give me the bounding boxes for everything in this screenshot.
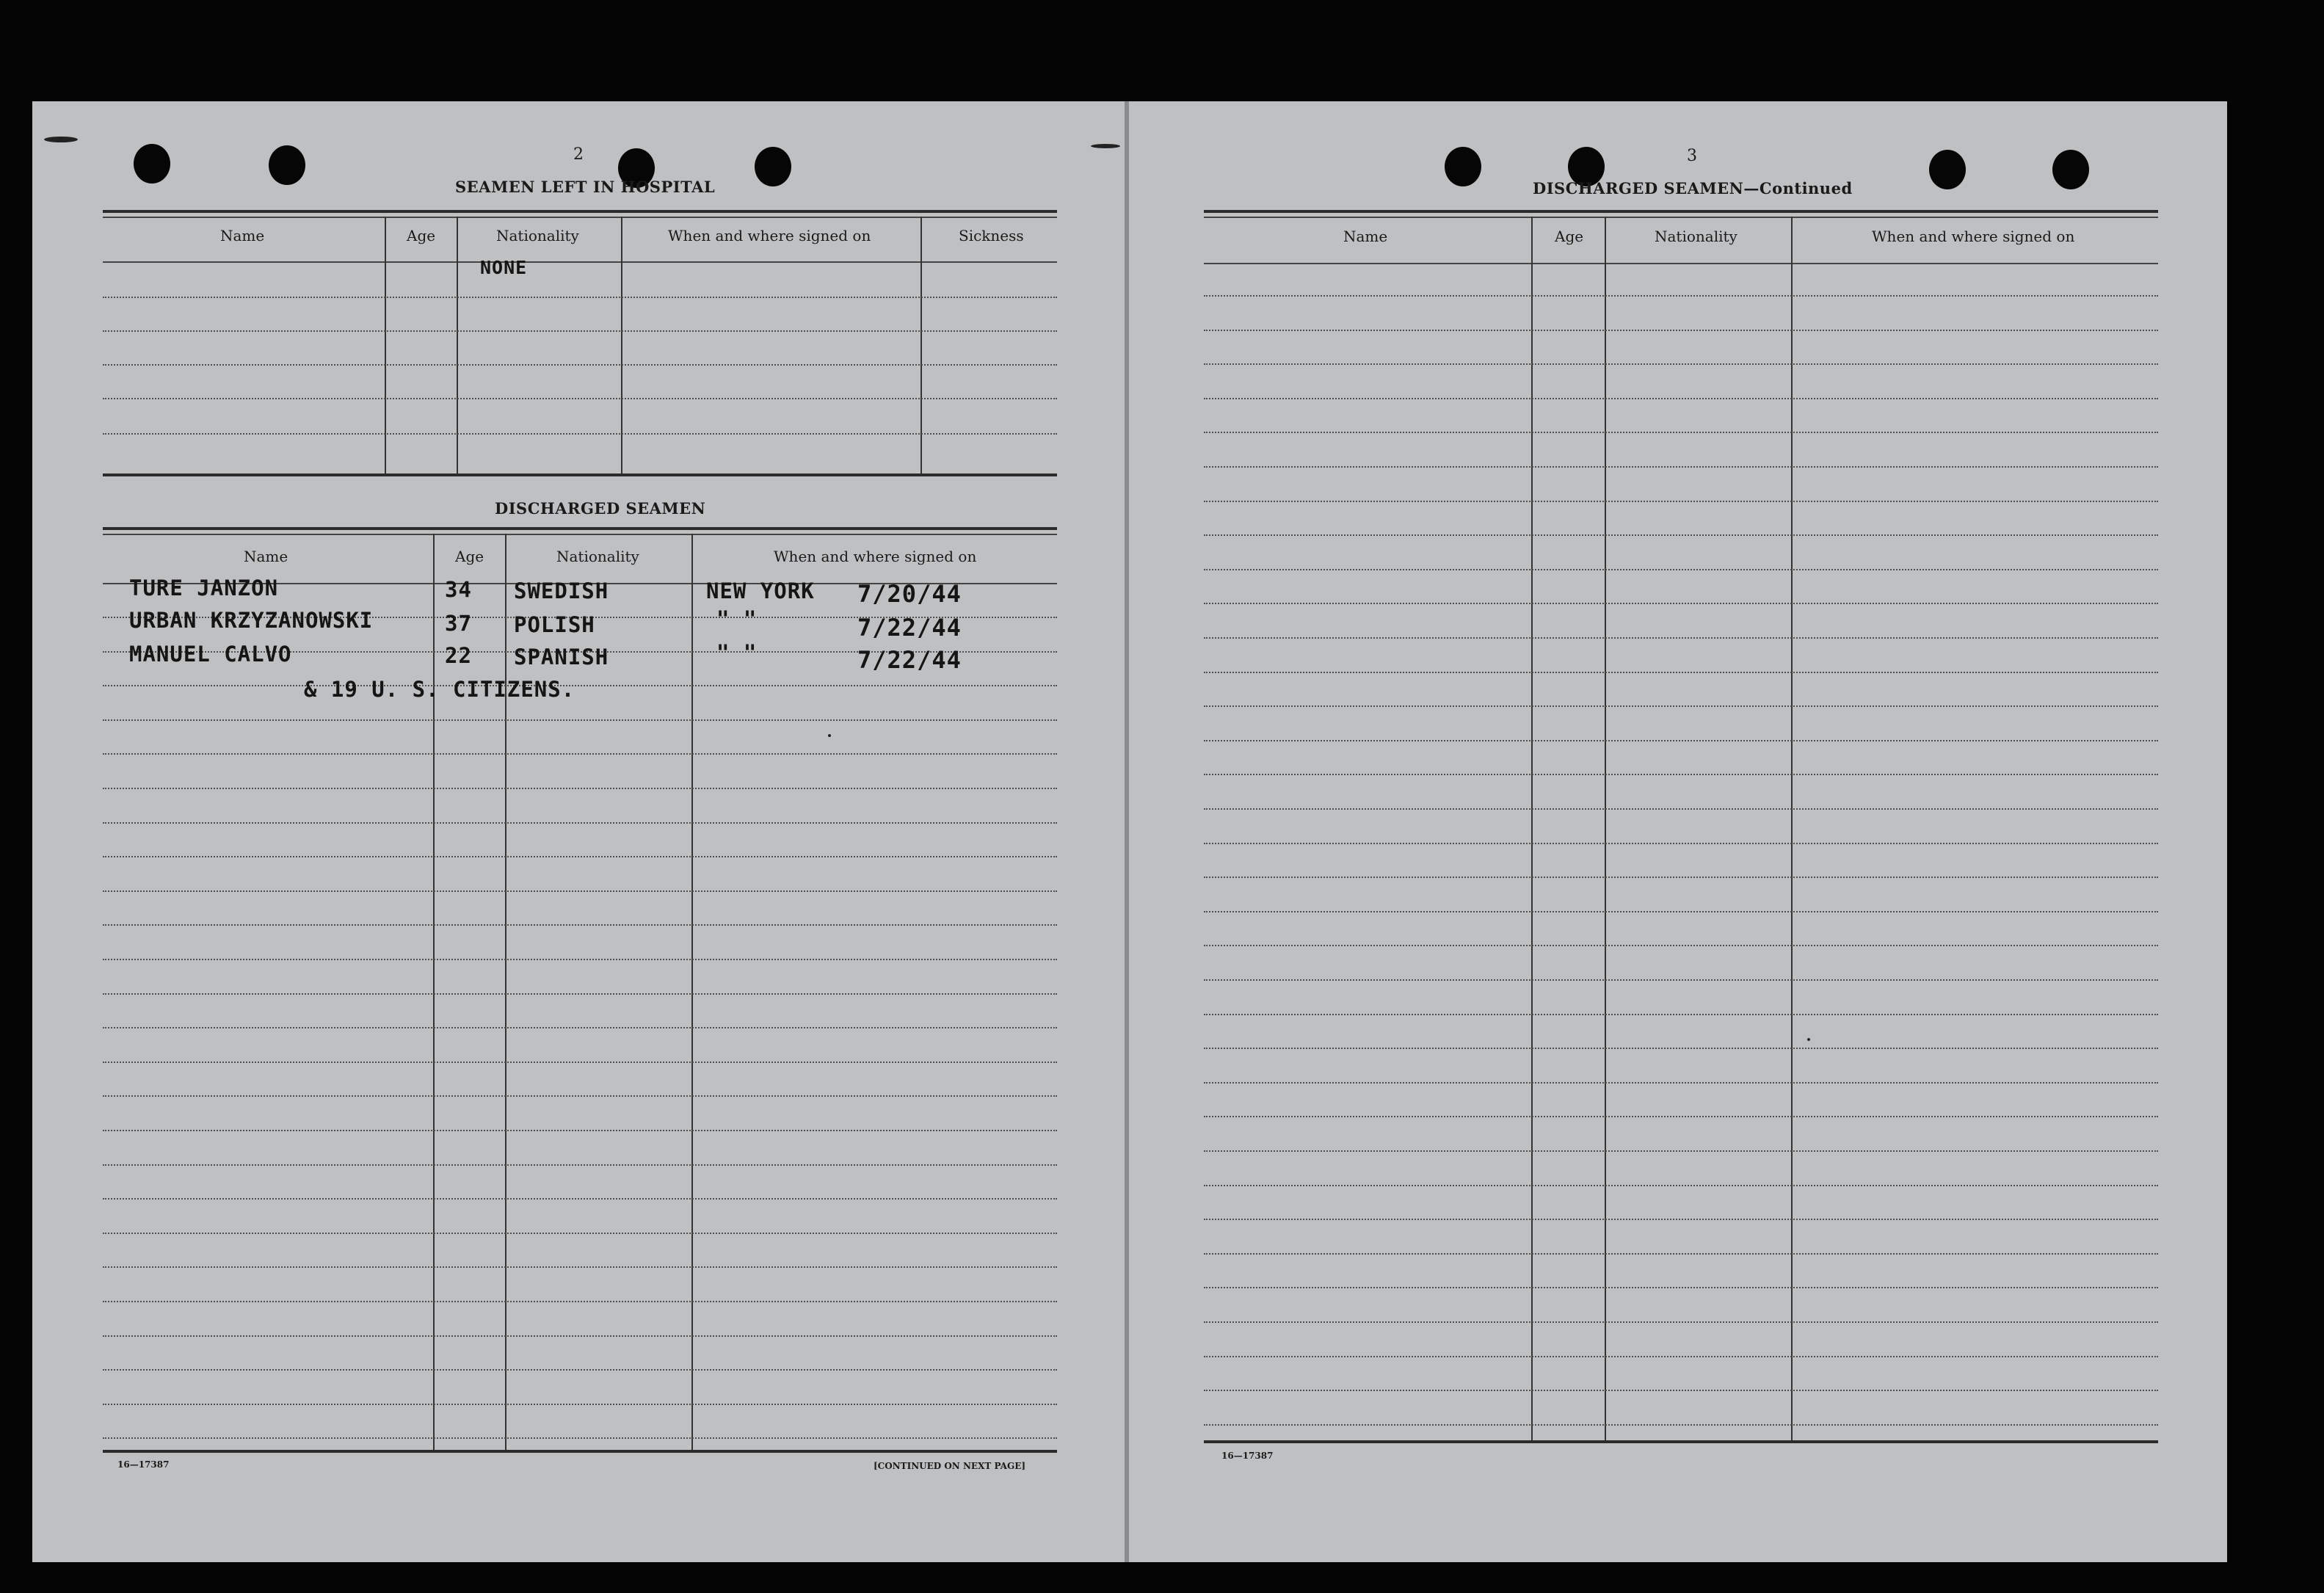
row-rule xyxy=(1204,1253,2158,1255)
signed-on-place: " " xyxy=(716,640,758,665)
signed-on-date: 7/22/44 xyxy=(857,646,962,674)
row-rule xyxy=(1204,740,2158,741)
row-rule xyxy=(1204,843,2158,844)
row-rule xyxy=(1204,808,2158,810)
discharged-section-title: DISCHARGED SEAMEN xyxy=(495,499,706,518)
row-rule xyxy=(1204,1185,2158,1186)
row-rule xyxy=(1204,672,2158,673)
column-header: Nationality xyxy=(556,548,639,565)
row-rule xyxy=(1204,1014,2158,1015)
citizens-note: & 19 U. S. CITIZENS. xyxy=(304,677,575,702)
punch-hole xyxy=(2052,150,2089,189)
row-rule xyxy=(103,959,1057,960)
row-rule xyxy=(1204,466,2158,468)
row-rule xyxy=(1204,569,2158,570)
row-rule xyxy=(1204,1048,2158,1049)
signed-on-date: 7/20/44 xyxy=(857,580,962,608)
row-rule xyxy=(1204,1150,2158,1152)
scan-mark xyxy=(44,137,78,142)
row-rule xyxy=(103,1062,1057,1063)
column-divider xyxy=(1605,217,1606,1443)
row-rule xyxy=(103,1404,1057,1405)
table-bottom-rule xyxy=(1204,1440,2158,1443)
row-rule xyxy=(103,1369,1057,1371)
row-rule xyxy=(103,685,1057,686)
seaman-nationality: SPANISH xyxy=(514,645,609,670)
row-rule xyxy=(103,1266,1057,1268)
column-header: Age xyxy=(407,227,436,244)
row-rule xyxy=(1204,1390,2158,1391)
row-rule xyxy=(1204,295,2158,297)
seaman-name: TURE JANZON xyxy=(129,576,279,600)
row-rule xyxy=(1204,1287,2158,1288)
row-rule xyxy=(1204,330,2158,331)
continued-note: [CONTINUED ON NEXT PAGE] xyxy=(874,1461,1026,1471)
row-rule xyxy=(1204,534,2158,536)
punch-hole xyxy=(1929,150,1966,189)
scan-mark xyxy=(1807,1038,1810,1041)
column-divider xyxy=(920,217,922,475)
table-top-rule xyxy=(1204,217,2158,218)
column-header: Nationality xyxy=(496,227,579,244)
row-rule xyxy=(103,788,1057,789)
form-number: 16—17387 xyxy=(117,1459,170,1470)
row-rule xyxy=(103,753,1057,755)
row-rule xyxy=(1204,877,2158,878)
left-page xyxy=(32,101,1125,1562)
seaman-name: URBAN KRZYZANOWSKI xyxy=(129,608,374,633)
table-bottom-rule xyxy=(103,473,1057,476)
row-rule xyxy=(103,364,1057,366)
column-header: When and where signed on xyxy=(774,548,977,565)
column-header: Age xyxy=(1555,228,1584,245)
column-divider xyxy=(505,534,506,1451)
scan-mark xyxy=(1091,144,1120,148)
row-rule xyxy=(103,890,1057,892)
column-header: Name xyxy=(1343,228,1388,245)
row-rule xyxy=(1204,432,2158,433)
row-rule xyxy=(1204,363,2158,365)
row-rule xyxy=(103,1095,1057,1097)
signed-on-place: " " xyxy=(716,606,758,631)
column-divider xyxy=(433,534,435,1451)
row-rule xyxy=(103,993,1057,995)
right-page xyxy=(1129,101,2227,1562)
signed-on-place: NEW YORK xyxy=(706,578,815,603)
row-rule xyxy=(1204,774,2158,775)
column-header: Nationality xyxy=(1655,228,1737,245)
page-number: 2 xyxy=(573,145,584,164)
form-number: 16—17387 xyxy=(1221,1451,1274,1461)
header-underline xyxy=(103,261,1057,263)
seaman-nationality: POLISH xyxy=(514,612,595,637)
row-rule xyxy=(103,1130,1057,1131)
row-rule xyxy=(103,1301,1057,1302)
row-rule xyxy=(1204,911,2158,912)
discharged-continued-title: DISCHARGED SEAMEN—Continued xyxy=(1533,179,1853,197)
row-rule xyxy=(103,1198,1057,1200)
page-fold xyxy=(1125,101,1129,1562)
seaman-name: MANUEL CALVO xyxy=(129,642,292,667)
column-divider xyxy=(457,217,458,475)
seaman-nationality: SWEDISH xyxy=(514,578,609,603)
seaman-age: 22 xyxy=(445,643,472,668)
row-rule xyxy=(1204,945,2158,946)
column-header: Age xyxy=(455,548,484,565)
row-rule xyxy=(1204,1116,2158,1117)
row-rule xyxy=(103,924,1057,926)
row-rule xyxy=(103,1335,1057,1337)
row-rule xyxy=(1204,398,2158,399)
page-number: 3 xyxy=(1687,147,1697,165)
scan-mark xyxy=(828,734,831,737)
row-rule xyxy=(103,1164,1057,1166)
header-underline xyxy=(1204,263,2158,264)
hospital-entry: NONE xyxy=(480,257,528,278)
row-rule xyxy=(1204,1424,2158,1426)
punch-hole xyxy=(269,145,305,185)
row-rule xyxy=(103,719,1057,721)
punch-hole xyxy=(134,144,170,184)
punch-hole xyxy=(1445,147,1481,186)
row-rule xyxy=(1204,603,2158,604)
row-rule xyxy=(103,822,1057,824)
row-rule xyxy=(1204,705,2158,707)
row-rule xyxy=(103,398,1057,399)
punch-hole xyxy=(755,147,791,186)
hospital-section-title: SEAMEN LEFT IN HOSPITAL xyxy=(455,178,716,196)
row-rule xyxy=(103,856,1057,857)
row-rule xyxy=(1204,501,2158,502)
table-top-rule xyxy=(103,217,1057,218)
row-rule xyxy=(1204,1321,2158,1323)
table-top-rule xyxy=(1204,210,2158,213)
column-divider xyxy=(1531,217,1533,1443)
row-rule xyxy=(1204,1219,2158,1220)
row-rule xyxy=(103,330,1057,332)
seaman-age: 34 xyxy=(445,577,472,602)
signed-on-date: 7/22/44 xyxy=(857,614,962,642)
column-divider xyxy=(1791,217,1793,1443)
row-rule xyxy=(103,1027,1057,1028)
row-rule xyxy=(103,297,1057,298)
table-top-rule xyxy=(103,210,1057,213)
column-header: When and where signed on xyxy=(1872,228,2075,245)
row-rule xyxy=(1204,1082,2158,1084)
row-rule xyxy=(103,1437,1057,1439)
column-header: When and where signed on xyxy=(668,227,871,244)
seaman-age: 37 xyxy=(445,611,472,636)
table-top-rule xyxy=(103,527,1057,530)
column-divider xyxy=(691,534,693,1451)
row-rule xyxy=(1204,979,2158,981)
column-divider xyxy=(621,217,622,475)
column-header: Name xyxy=(220,227,265,244)
table-top-rule xyxy=(103,534,1057,535)
row-rule xyxy=(103,1233,1057,1234)
column-header: Name xyxy=(244,548,288,565)
row-rule xyxy=(1204,637,2158,639)
column-header: Sickness xyxy=(959,227,1024,244)
row-rule xyxy=(1204,1356,2158,1357)
row-rule xyxy=(103,433,1057,435)
table-bottom-rule xyxy=(103,1450,1057,1453)
column-divider xyxy=(385,217,386,475)
